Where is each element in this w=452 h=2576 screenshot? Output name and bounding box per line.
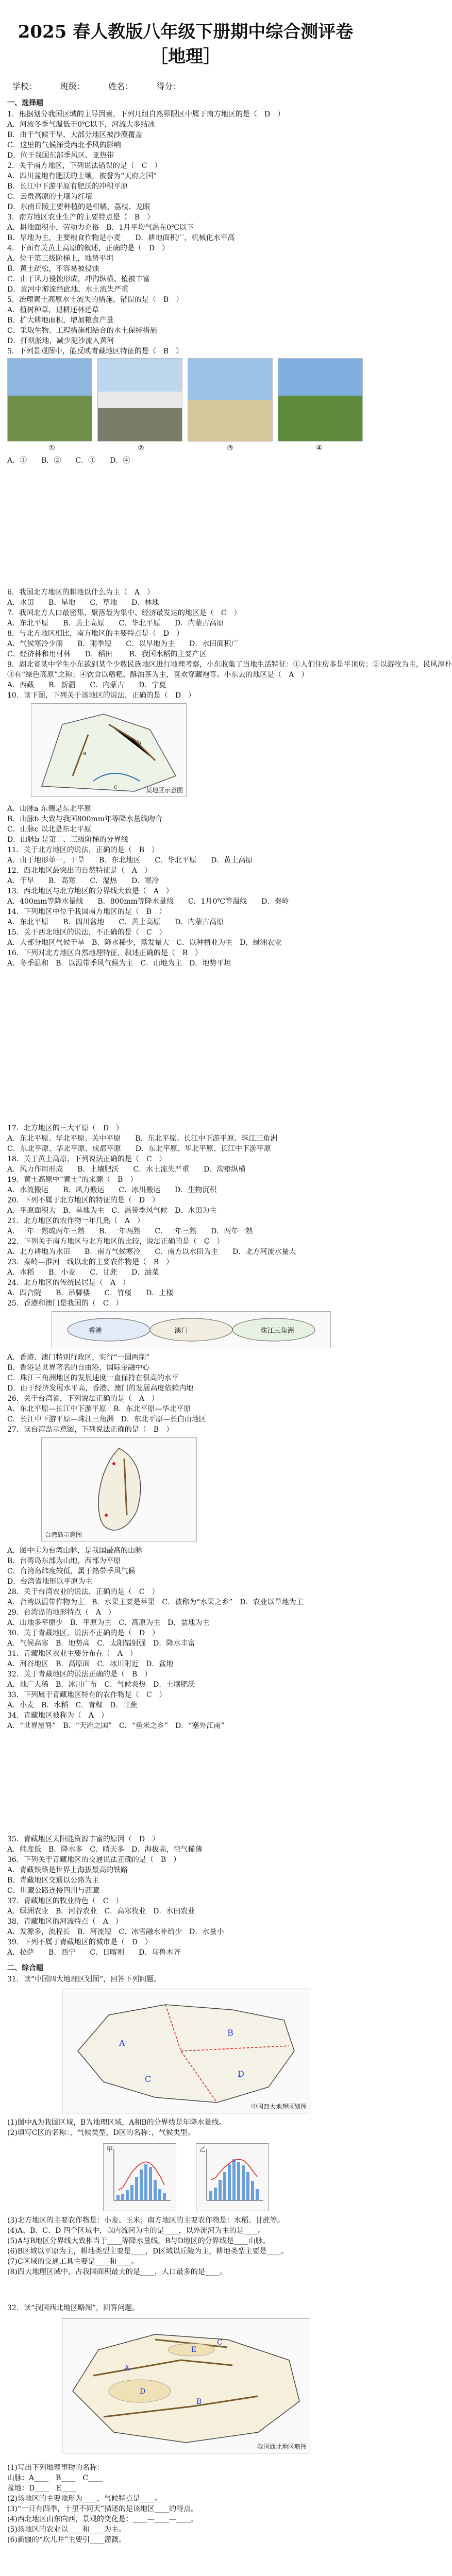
question-stem: 16．下列对北方地区自然地理特征，叙述正确的是（ B ）: [7, 949, 203, 957]
option: A．大部分地区气候干旱 B．降水稀少，蒸发量大 C．以种植业为主 D．绿洲农业: [7, 939, 282, 947]
option: A．西藏 B．新疆 C．内蒙古 D．宁夏: [7, 681, 166, 689]
option: A．平原面积大 B．旱地为主 C．温带季风气候 D．水田为主: [7, 1207, 217, 1215]
question-stem: 19．黄土高原中“黄土”的来源（ B ）: [7, 1176, 138, 1184]
question-stem: 25．香港和澳门是我国的（ C ）: [7, 1299, 123, 1308]
question-stem: 13．西北地区与北方地区的分界线大致是（ A ）: [7, 887, 173, 895]
option: B．青藏地区交通以公路为主: [7, 1876, 99, 1885]
option: A．东北平原 B．四川盆地 C．黄土高原 D．内蒙古高原: [7, 918, 224, 926]
landscape-image-4: [278, 358, 363, 442]
option: A．耕地面积小，劳动力充裕 B．1月平均气温在0℃以下: [7, 224, 194, 232]
option: A．“世界屋脊” B．“天府之国” C．“鱼米之乡” D．“塞外江南”: [7, 1722, 225, 1730]
svg-text:B: B: [227, 2028, 233, 2038]
sub-question: (3)北方地区的主要农作物是：小麦、玉米；南方地区的主要农作物是：水稻、甘蔗等。: [7, 2216, 284, 2225]
sub-question: 盆地：D____ E____: [7, 2484, 76, 2493]
option: A．河流冬季气温低于0℃以下，河流大多结冰: [7, 121, 155, 129]
option: D．台湾省地形以平原为主: [7, 1578, 93, 1586]
option: D．位于我国东部季风区、亚热带: [7, 151, 114, 160]
northwest-map-svg: [62, 2319, 310, 2453]
svg-text:A: A: [124, 2364, 130, 2372]
sub-question: (6)B区域以平原为主，耕地类型主要是____，D区域以丘陵为主，耕地类型主要是____。: [7, 2247, 289, 2256]
image-label: ①: [48, 444, 55, 452]
section-title: 二、综合题: [7, 1964, 43, 1972]
image-label: ②: [138, 444, 144, 452]
option: B．台湾岛东部为山地，西部为平原: [7, 1557, 121, 1565]
landscape-images: [7, 358, 363, 440]
question-stem: 30．关于青藏地区，说法不正确的是（ D ）: [7, 1629, 160, 1637]
map-label: 香港: [88, 1327, 102, 1335]
sub-question: (5)A与B地区分界线大致相当于____等降水量线，B与D地区的分界线是____山脉。: [7, 2237, 270, 2245]
option: B．长江中下游平原有肥沃的冲积平原: [7, 182, 128, 191]
option: A．地广人稀 B．冰川广布 C．气候炎热 D．土壤肥沃: [7, 1681, 195, 1689]
class-field[interactable]: 班级：: [60, 81, 86, 91]
northwest-map: [62, 2318, 310, 2453]
question-stem: 23．秦岭—淮河一线以北的主要农作物是（ B ）: [7, 1258, 174, 1266]
svg-text:A: A: [119, 2038, 125, 2048]
question-stem: 27．读台湾岛示意图，下列说法正确的是（ B ）: [7, 1426, 174, 1434]
question-stem: 32．读“我国西北地区略图”，回答问题。: [7, 2304, 140, 2312]
option: C．山脉c 以北是东北平原: [7, 825, 92, 834]
question-stem: 6．我国北方地区的耕地以什么为主（ A ）: [7, 588, 155, 597]
map-caption: 台湾岛示意图: [45, 1531, 82, 1538]
option: D．东南丘陵主要种植的是柑橘、荔枝、龙眼: [7, 203, 150, 211]
climate-chart-1-svg: [104, 2144, 176, 2211]
question-stem: 2．关于南方地区，下列说法错误的是（ C ）: [7, 162, 162, 170]
svg-text:b: b: [137, 739, 141, 747]
option: A．发源多，流程长 B．河流短 C．冰雪融水补给少 D．水量小: [7, 1928, 224, 1936]
question-stem: 15．关于西北地区的说法，不正确的是（ C ）: [7, 928, 166, 937]
question-stem: 10．读下图，下列关于该地区的说法，正确的是（ D ）: [7, 691, 196, 700]
question-stem: 28．关于台湾农业的说法，正确的是（ C ）: [7, 1588, 159, 1596]
option: C．川藏公路连接四川与西藏: [7, 1887, 99, 1895]
question-stem: 31．读“中国四大地理区划图”，回答下列问题。: [7, 1975, 161, 1984]
map-caption: 我国西北地区略图: [257, 2443, 307, 2450]
score-field[interactable]: 得分：: [156, 81, 181, 91]
sub-question: (4)A、B、C、D 四个区域中，以内流河为主的是____，以外流河为主的是____。: [7, 2227, 265, 2235]
option: C．长江中下游平原—珠江三角洲 D．东北平原—长白山地区: [7, 1415, 206, 1423]
option: A．小麦 B．水稻 C．青稞 D．甘蔗: [7, 1701, 138, 1709]
option: A．冬季温和 B．以温带季风气候为主 C．山地为主 D．地势平坦: [7, 959, 231, 968]
svg-text:D: D: [140, 2387, 146, 2396]
option: A．气候高寒 B．地势高 C．太阳辐射强 D．降水丰富: [7, 1639, 195, 1648]
option: C．这里的气候深受西北季风的影响: [7, 141, 121, 149]
sub-question: (3)“一日有四季，十里不同天”描述的是该地区____的特点。: [7, 2505, 198, 2513]
question-stem: 5．治理黄土高原水土流失的措施，错误的是（ B ）: [7, 296, 183, 304]
landscape-image-3: [188, 358, 273, 442]
question-stem: 8．与北方地区相比，南方地区的主要特点是（ D ）: [7, 630, 184, 638]
sub-question: (8)四大地理区域中，占我国面积最大的是____，人口最多的是____。: [7, 2268, 227, 2276]
image-label: ④: [316, 444, 323, 452]
option: C．采取生物、工程措施相结合的水土保持措施: [7, 327, 157, 335]
option: C．台湾岛纬度较低，属于热带季风气候: [7, 1567, 136, 1575]
option: A．水田 B．旱地 C．草地 D．林地: [7, 599, 159, 607]
option: A．气候寒冷少雨 B．雨季短 C．以旱地为主 D．水田面积广: [7, 640, 239, 648]
option: A．东北平原、华北平原、关中平原 B．东北平原、长江中下游平原、珠江三角洲: [7, 1134, 278, 1143]
option: A．山脉a 东侧是东北平原: [7, 805, 91, 813]
question-stem: 1．根据划分我国区域的主导因素，下列几组自然界限区中属于南方地区的是（ D ）: [7, 110, 285, 118]
option: D．打坝淤地，减少泥沙流入黄河: [7, 337, 114, 345]
image-label: ③: [227, 444, 233, 452]
china-regions-map-svg: [62, 1989, 310, 2113]
option: C．珠江三角洲地区的发展速度一直保持在很高的水平: [7, 1374, 179, 1382]
question-stem: 5．下列景观图中，能反映青藏地区特征的是（ B ）: [7, 347, 183, 355]
landscape-image-2: [97, 358, 182, 442]
option: A．由于地形单一，干旱 B．东北地区 C．华北平原 D．黄土高原: [7, 856, 253, 865]
option: C．经济林和用材林 D．稻田 B．我国水稻的主要产区: [7, 650, 207, 658]
option: A．400mm等降水量线 B．800mm等降水量线 C．1月0℃等温线 D．秦岭: [7, 897, 289, 906]
option: B．由于气候干旱，大部分地区被沙漠覆盖: [7, 131, 143, 139]
svg-text:B: B: [196, 2398, 202, 2406]
question-stem: 20．下列不属于北方地区的特征的是（ D ）: [7, 1196, 160, 1205]
svg-text:D: D: [238, 2069, 244, 2079]
question-stem: 11．关于北方地区的说法，正确的是（ B ）: [7, 846, 159, 854]
option: A．位于第三级阶梯上，地势平坦: [7, 255, 114, 263]
option: C．由于风力侵蚀形成，冲沟纵横、植被丰富: [7, 275, 150, 283]
map-label: 珠江三角洲: [260, 1327, 294, 1335]
northeast-map: [31, 703, 187, 797]
question-stem: 38．青藏地区的河流特点（ A ）: [7, 1918, 123, 1926]
option: A．水流搬运 B．风力搬运 C．冰川搬运 D．生物沉积: [7, 1186, 217, 1194]
option: A．一年一熟或两年三熟 B．一年两熟 C．一年三熟 D．两年一熟: [7, 1227, 253, 1235]
sub-question: (7)C区域的交通工具主要是____和____。: [7, 2258, 139, 2266]
option: C．云贵高原的土壤为红壤: [7, 193, 92, 201]
map-caption: 中国四大地理区划图: [250, 2103, 307, 2110]
sub-question: 山脉：A____ B____ C____: [7, 2474, 103, 2482]
hk-macao-map: [52, 1311, 331, 1348]
option: A．青藏铁路是世界上海拔最高的铁路: [7, 1866, 128, 1874]
map-label: 澳门: [174, 1327, 188, 1335]
sub-question: (5)该地区的农业以____和____为主。: [7, 2526, 126, 2534]
taiwan-map: [41, 1437, 197, 1541]
question-stem: 37．青藏地区的牧业特色（ C ）: [7, 1897, 123, 1905]
question-stem: 7．我国北方人口最密集、聚落最为集中、经济最发达的地区是（ C ）: [7, 609, 241, 617]
question-stem: 31．青藏地区农业主要分布在（ A ）: [7, 1650, 137, 1658]
question-stem: 34．青藏地区被称为（ A ）: [7, 1711, 108, 1720]
svg-text:E: E: [191, 2346, 197, 2354]
sub-question: (1)图中A为我国区域，B为地理区域，A和B的分界线是年降水量线。: [7, 2119, 226, 2127]
sub-question: (6)新疆的“坎儿井”主要引____灌溉。: [7, 2536, 126, 2544]
option: B．黄土疏松，不容易被侵蚀: [7, 265, 99, 273]
option: A．四川盆地有肥沃的土壤，被誉为“天府之国”: [7, 172, 157, 180]
option: B．山脉b 大致与我国800mm年等降水量线吻合: [7, 815, 162, 823]
question-stem: 39．下列不属于青藏地区的城市是（ D ）: [7, 1938, 153, 1946]
climate-chart-1: [103, 2143, 176, 2211]
landscape-image-1: [7, 358, 92, 442]
question-stem: 14．下列地区中位于我国南方地区的是（ B ）: [7, 908, 166, 916]
option: A．风力作用形成 B．土壤肥沃 C．水土流失严重 D．沟壑纵横: [7, 1165, 246, 1174]
svg-text:C: C: [217, 2338, 223, 2347]
sub-question: (1)写出下列地理事物的名称：: [7, 2464, 104, 2472]
option: C．东北平原、华北平原、成都平原 D．东北平原、华北平原、长江中下游平原: [7, 1145, 271, 1153]
question-stem: 21．北方地区的农作物一年几熟（ A ）: [7, 1217, 144, 1225]
option: A．河谷地区 B．高原面 C．冰川附近 D．盆地: [7, 1660, 174, 1668]
name-field[interactable]: 姓名：: [108, 81, 133, 91]
image-labels: [7, 443, 364, 453]
map-labels: [52, 1312, 330, 1348]
svg-text:a: a: [83, 750, 87, 757]
question-stem: 29．台湾岛的地形特点（ A ）: [7, 1608, 115, 1617]
chart-label: 甲: [107, 2146, 113, 2153]
question-stem: 4．下面有关黄土高原的叙述，正确的是（ D ）: [7, 244, 170, 252]
option: A．台湾以温带作物为主 B．水果主要是苹果 C．被称为“水果之乡” D．农业以旱地为主: [7, 1598, 304, 1606]
option: A．绿洲农业 B．河谷农业 C．高寒牧业 D．水田农业: [7, 1907, 195, 1916]
option: A．① B．② C．③ D．④: [7, 456, 130, 465]
question-stem: 17．北方地区的三大平原（ D ）: [7, 1124, 124, 1132]
option: A．拉萨 B．西宁 C．日喀则 D．乌鲁木齐: [7, 1948, 181, 1957]
option: A．图中①为台湾山脉，是我国最高的山脉: [7, 1547, 143, 1555]
option: ③有“绿色高原”之称；④饮食以糌粑、酥油茶为主，喜欢穿藏袍等。小东去的地区是（ A ）: [7, 671, 309, 679]
option: A．纬度低 B．降水多 C．晴天多 D．海拔高，空气稀薄: [7, 1845, 203, 1854]
school-field[interactable]: 学校：: [12, 81, 38, 91]
student-info: [12, 80, 359, 92]
option: A．山地多平原少 B．平原为主 C．高原为主 D．盆地为主: [7, 1619, 210, 1627]
china-regions-map: [62, 1989, 310, 2113]
question-stem: 32．关于青藏地区的说法正确的是（ B ）: [7, 1670, 152, 1679]
option: A．干旱 B．高寒 C．湿热 D．寒冷: [7, 877, 159, 885]
question-stem: 24．北方地区的传统民居是（ A ）: [7, 1279, 130, 1287]
question-stem: 3．南方地区农业生产的主要特点是（ B ）: [7, 213, 155, 222]
option: B．旱地为主，主要粮食作物是小麦 D．耕地面积广，机械化水平高: [7, 234, 235, 242]
exam-subject: ［地理］: [150, 46, 221, 67]
option: D．黄河中游流经此地，水土流失严重: [7, 285, 129, 294]
svg-text:c: c: [114, 783, 118, 790]
option: A．东北平原 B．黄土高原 C．华北平原 D．内蒙古高原: [7, 619, 224, 628]
question-stem: 36．下列关于青藏地区的交通说法正确的是（ B ）: [7, 1856, 181, 1864]
option: A．四合院 B．吊脚楼 C．竹楼 D．土楼: [7, 1289, 174, 1297]
map-caption: 某地区示意图: [145, 787, 183, 794]
section-title: 一、选择题: [7, 99, 43, 107]
option: D．由于经济发展水平高，香港、澳门的发展高度依赖内地: [7, 1384, 194, 1393]
question-stem: 26．关于台湾省，下列说法正确的是（ A ）: [7, 1395, 159, 1403]
svg-text:C: C: [145, 2074, 152, 2084]
northeast-map-svg: [31, 704, 186, 796]
option: A．香港、澳门特别行政区，实行“一国两制”: [7, 1353, 150, 1362]
question-stem: 12．西北地区最突出的自然特征是（ A ）: [7, 867, 152, 875]
option: B．香港是世界著名的自由港，国际金融中心: [7, 1364, 150, 1372]
climate-chart-2: [196, 2143, 269, 2211]
question-stem: 33．下列属于青藏地区特有的农作物是（ C ）: [7, 1691, 166, 1699]
sub-question: (2)该地区的主要地形为____，气候特点是____。: [7, 2495, 162, 2503]
sub-question: (4)西北地区由东向西，景观的变化是：____—____—____。: [7, 2515, 198, 2523]
question-stem: 18．关于黄土高原，下列说法正确的是（ C ）: [7, 1155, 166, 1163]
question-stem: 22．下列关于南方地区与北方地区的比较，说法正确的是（ C ）: [7, 1238, 224, 1246]
climate-chart-2-svg: [196, 2144, 269, 2211]
option: D．山脉b 是第二、三级阶梯的分界线: [7, 836, 128, 844]
option: B．扩大耕地面积，增加粮食产量: [7, 316, 114, 325]
option: A．东北平原—长江中下游平原 B．东北平原—华北平原: [7, 1405, 191, 1413]
option: A．水稻 B．小麦 C．甘蔗 D．油菜: [7, 1268, 159, 1277]
taiwan-map-svg: [42, 1438, 196, 1541]
sub-question: (2)填写C区的名称：，气候类型，D区的名称：，气候类型。: [7, 2129, 195, 2137]
chart-label: 乙: [199, 2146, 206, 2153]
option: A．北方耕地为水田 B．南方气候寒冷 C．南方以水田为主 D．北方河流水量大: [7, 1248, 296, 1256]
exam-title: 2025 春人教版八年级下册期中综合测评卷: [18, 22, 354, 42]
question-stem: 35．青藏地区太阳能资源丰富的原因（ D ）: [7, 1835, 160, 1843]
option: A．植树种草，退耕还林还草: [7, 306, 99, 314]
question-stem: 9．湖北省某中学生小东欲到某个少数民族地区进行地理考察，小东收集了当地生活特征：①人们住房多是平顶房；②以游牧为主，民风淳朴: [7, 660, 452, 669]
